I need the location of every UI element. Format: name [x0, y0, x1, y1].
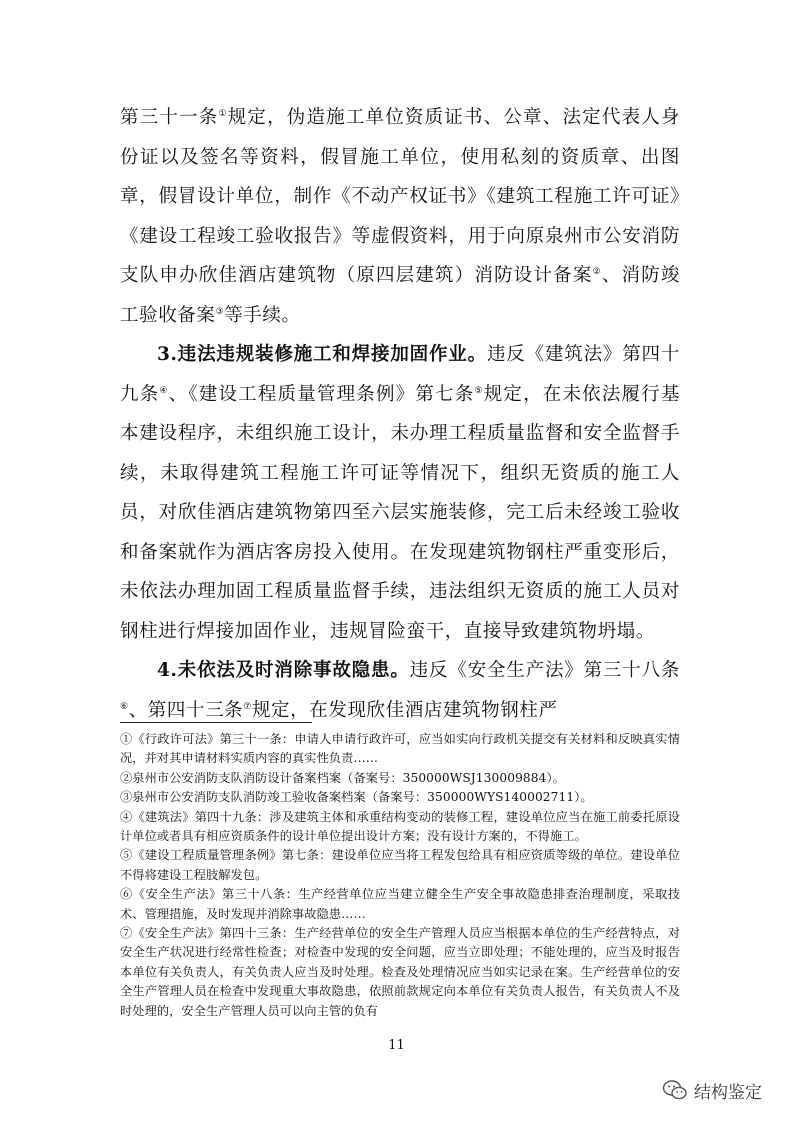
watermark [662, 1075, 784, 1105]
footnote-4: ④《建筑法》第四十九条：涉及建筑主体和承重结构变动的装修工程，建设单位应当在施工前委托原设计单位或者具有相应资质条件的设计单位提出设计方案；没有设计方案的，不得施工。 [120, 809, 680, 844]
text-run: 、第四十三条 [128, 699, 244, 721]
footnote-ref: ① [218, 108, 228, 119]
text-run: 规定，在未依法履行基本建设程序，未组织施工设计，未办理工程质量监督和安全监督手续，未取得建筑工程施工许可证等情况下，组织无资质的施工人员，对欣佳酒店建筑物第四至六层实施装修，完工后未经竣工验收和备案就作为酒店客房投入使用。在发现建筑物钢柱严重变形后，未依法办理加固工程质量监督手续，违法组织无资质的施工人员对钢柱进行焊接加固作业，违规冒险蛮干，直接导致建筑物坍塌。 [120, 383, 681, 642]
paragraph-1 [120, 98, 680, 335]
text-run: 等手续。 [224, 304, 301, 326]
text-run: 规定，在发现欣佳酒店建筑物钢柱严 [251, 699, 558, 721]
footnote-divider [120, 722, 312, 723]
text-run: 、消防竣工验收备案 [120, 265, 680, 326]
footnote-ref: ⑥ [120, 701, 129, 712]
text-run: 违反《建筑法》第四十九条 [120, 344, 680, 405]
footnotes [120, 730, 680, 1021]
footnote-1: ①《行政许可法》第三十一条：申请人申请行政许可，应当如实向行政机关提交有关材料和反映真实情况，并对其申请材料实质内容的真实性负责…… [120, 732, 680, 766]
footnote-6: ⑥《安全生产法》第三十八条：生产经营单位应当建立健全生产安全事故隐患排查治理制度，采取技术、管理措施，及时发现并消除事故隐患…… [120, 887, 680, 921]
body-text [120, 98, 680, 730]
footnote-7: ⑦《安全生产法》第四十三条：生产经营单位的安全生产管理人员应当根据本单位的生产经营特点，对安全生产状况进行经常性检查；对检查中发现的安全问题，应当立即处理；不能处理的，应当及时报告本单位有关负责人，有关负责人应当及时处理。检查及处理情况应当如实记录在案。生产经营单位的安全生产管理人员在检查中发现重大事故隐患，依照前款规定向本单位有关负责人报告，有关负责人不及时处理的，安全生产管理人员可以向主管的负有 [120, 926, 680, 1018]
footnote-ref: ⑤ [474, 385, 484, 396]
wechat-icon [662, 1079, 688, 1101]
footnote-ref: ③ [215, 306, 225, 317]
text-run: 违反《安全生产法》第三十八条 [409, 660, 680, 681]
section-heading: 4.未依法及时消除事故隐患。 [157, 660, 410, 681]
watermark-text: 结构鉴定 [694, 1082, 762, 1103]
footnote-3: ③泉州市公安消防支队消防竣工验收备案档案（备案号：350000WYS140002711）。 [120, 790, 593, 805]
footnote-ref: ⑦ [243, 701, 252, 712]
paragraph-2 [120, 335, 680, 651]
footnote-5: ⑤《建设工程质量管理条例》第七条：建设单位应当将工程发包给具有相应资质等级的单位。建设单位不得将建设工程肢解发包。 [120, 848, 680, 882]
footnote-2: ②泉州市公安消防支队消防设计备案档案（备案号：350000WSJ130009884）。 [120, 770, 565, 785]
footnote-ref: ④ [159, 385, 169, 396]
text-run: 第三十一条 [120, 107, 219, 128]
text-run: 、《建设工程质量管理条例》第七条 [168, 383, 475, 405]
section-heading: 3.违法违规装修施工和焊接加固作业。 [157, 344, 487, 365]
footnote-ref: ② [592, 266, 602, 277]
paragraph-3 [120, 651, 680, 730]
page-number: 11 [388, 1038, 405, 1053]
text-run: 规定，伪造施工单位资质证书、公章、法定代表人身份证以及签名等资料，假冒施工单位，使用私刻的资质章、出图章，假冒设计单位，制作《不动产权证书》《建筑工程施工许可证》《建设工程竣工验收报告》等虚假资料，用于向原泉州市公安消防支队申办欣佳酒店建筑物（原四层建筑）消防设计备案 [120, 107, 680, 286]
